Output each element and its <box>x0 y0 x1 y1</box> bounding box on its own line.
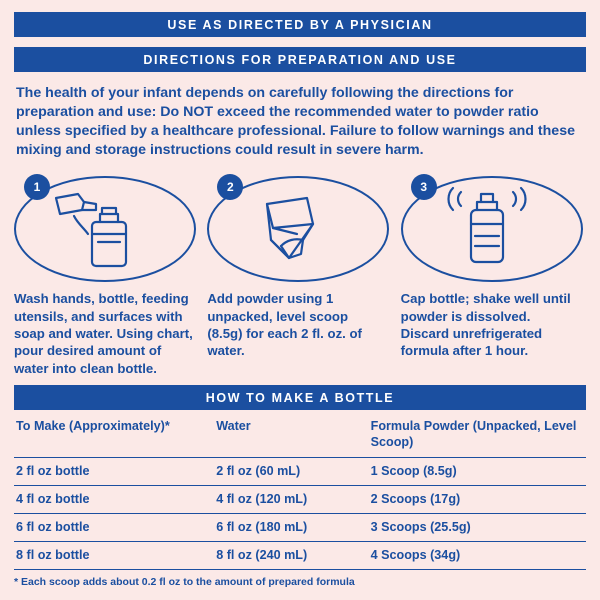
step-1-text: Wash hands, bottle, feeding utensils, and surfaces with soap and water. Using chart, pour desired amount of water into clean bottle. <box>14 291 193 376</box>
step-1-illustration <box>14 174 199 286</box>
physician-banner: USE AS DIRECTED BY A PHYSICIAN <box>14 12 586 37</box>
table-header-row <box>14 412 586 457</box>
cell-water: 8 fl oz (240 mL) <box>214 542 368 570</box>
column-header-to-make: To Make (Approximately)* <box>16 419 170 434</box>
cell-bottle-size: 8 fl oz bottle <box>14 542 214 570</box>
directions-banner: DIRECTIONS FOR PREPARATION AND USE <box>14 47 586 72</box>
step-2 <box>207 174 392 377</box>
table-footnote: * Each scoop adds about 0.2 fl oz to the amount of prepared formula <box>14 569 586 588</box>
intro-paragraph: The health of your infant depends on carefully following the directions for preparation and use: Do NOT exceed the recommended water to powder ratio unless specified by a healthcare professional. Failure to follow warnings and these mixing and storage instructions could result in severe harm. <box>16 85 575 159</box>
step-2-illustration <box>207 174 392 286</box>
cell-powder: 2 Scoops (17g) <box>369 485 586 513</box>
table-row <box>14 542 586 570</box>
step-2-text: Add powder using 1 unpacked, level scoop (8.5g) for each 2 fl. oz. of water. <box>207 291 362 359</box>
cell-powder: 1 Scoop (8.5g) <box>369 457 586 485</box>
cell-bottle-size: 6 fl oz bottle <box>14 513 214 541</box>
step-3-number: 3 <box>411 174 437 200</box>
bottle-chart-table <box>14 412 586 569</box>
column-header-water: Water <box>216 419 251 434</box>
cell-water: 6 fl oz (180 mL) <box>214 513 368 541</box>
step-2-number: 2 <box>217 174 243 200</box>
table-row <box>14 513 586 541</box>
pouring-water-into-bottle-icon <box>44 184 164 279</box>
step-1 <box>14 174 199 377</box>
table-row <box>14 457 586 485</box>
cell-water: 2 fl oz (60 mL) <box>214 457 368 485</box>
steps-row <box>14 174 586 377</box>
column-header-formula-powder: Formula Powder (Unpacked, Level Scoop) <box>370 419 577 449</box>
how-to-make-a-bottle-banner: HOW TO MAKE A BOTTLE <box>14 385 586 410</box>
step-3 <box>401 174 586 377</box>
step-3-text: Cap bottle; shake well until powder is dissolved. Discard unrefrigerated formula after 1 hour. <box>400 291 571 359</box>
cell-bottle-size: 2 fl oz bottle <box>14 457 214 485</box>
cell-water: 4 fl oz (120 mL) <box>214 485 368 513</box>
cell-bottle-size: 4 fl oz bottle <box>14 485 214 513</box>
step-3-illustration <box>401 174 586 286</box>
cell-powder: 4 Scoops (34g) <box>369 542 586 570</box>
scoop-powder-icon <box>237 184 357 279</box>
cell-powder: 3 Scoops (25.5g) <box>369 513 586 541</box>
table-row <box>14 485 586 513</box>
shaking-bottle-icon <box>431 184 551 279</box>
step-1-number: 1 <box>24 174 50 200</box>
